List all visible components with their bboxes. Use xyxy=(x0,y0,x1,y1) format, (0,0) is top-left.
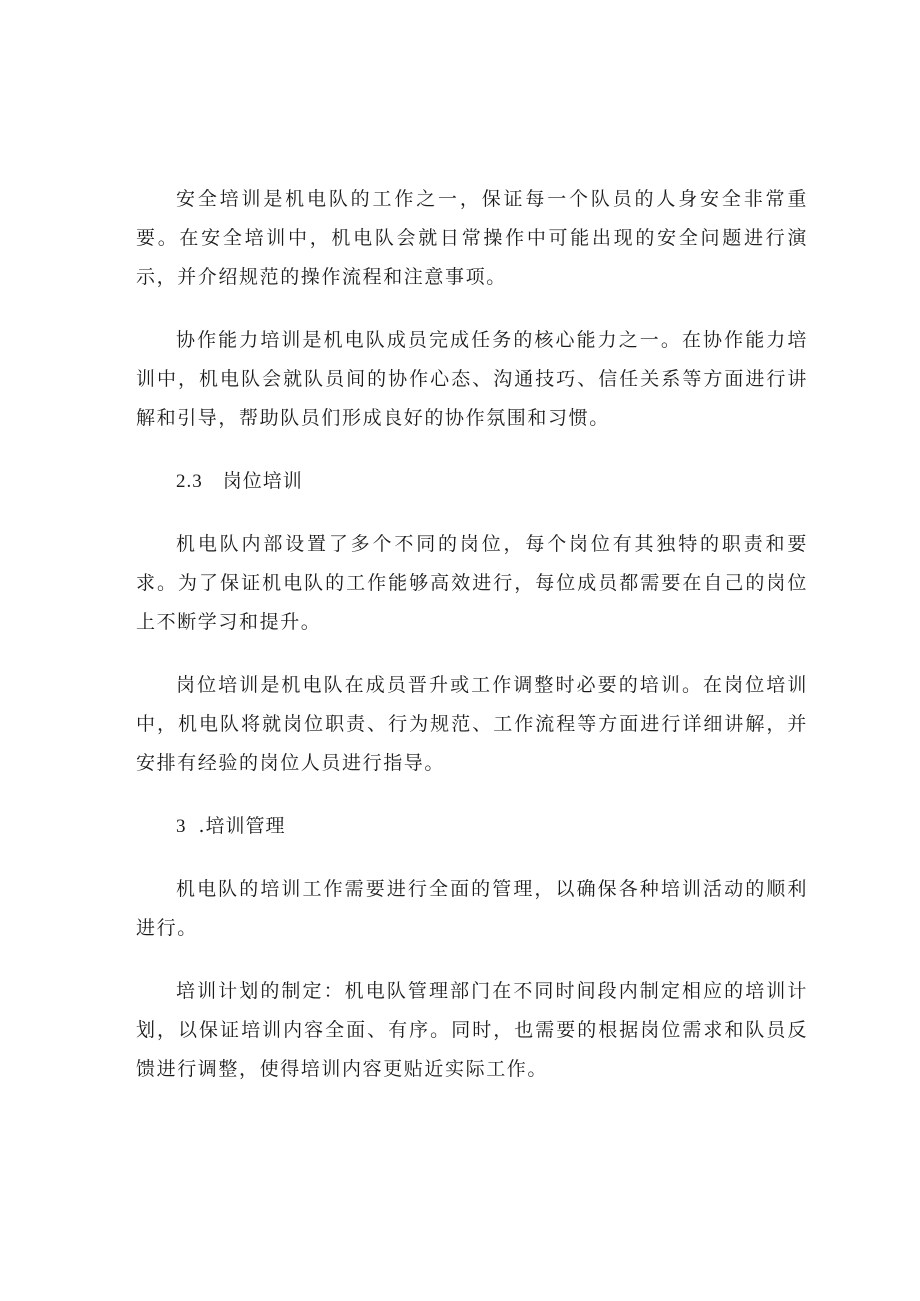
paragraph-training-plan: 培训计划的制定：机电队管理部门在不同时间段内制定相应的培训计划，以保证培训内容全面、有序。同时，也需要的根据岗位需求和队员反馈进行调整，使得培训内容更贴近实际工作。 xyxy=(136,980,808,1080)
section-number: 2.3 xyxy=(176,471,203,492)
paragraph-post-training: 岗位培训是机电队在成员晋升或工作调整时必要的培训。在岗位培训中，机电队将就岗位职责、行为规范、工作流程等方面进行详细讲解，并安排有经验的岗位人员进行指导。 xyxy=(136,674,808,774)
section-number: 3 xyxy=(176,816,187,837)
section-title: 岗位培训 xyxy=(222,470,303,492)
section-title: .培训管理 xyxy=(198,815,286,837)
paragraph-post-setup: 机电队内部设置了多个不同的岗位，每个岗位有其独特的职责和要求。为了保证机电队的工作能够高效进行，每位成员都需要在自己的岗位上不断学习和提升。 xyxy=(136,533,808,633)
paragraph-cooperation-training: 协作能力培训是机电队成员完成任务的核心能力之一。在协作能力培训中，机电队会就队员间的协作心态、沟通技巧、信任关系等方面进行讲解和引导，帮助队员们形成良好的协作氛围和习惯。 xyxy=(136,329,808,429)
document-body xyxy=(136,180,808,1113)
paragraph-safety-training: 安全培训是机电队的工作之一，保证每一个队员的人身安全非常重要。在安全培训中，机电队会就日常操作中可能出现的安全问题进行演示，并介绍规范的操作流程和注意事项。 xyxy=(136,188,808,288)
section-heading-post-training xyxy=(136,462,808,501)
section-heading-training-management xyxy=(136,807,808,846)
paragraph-management-intro: 机电队的培训工作需要进行全面的管理，以确保各种培训活动的顺利进行。 xyxy=(136,878,808,939)
